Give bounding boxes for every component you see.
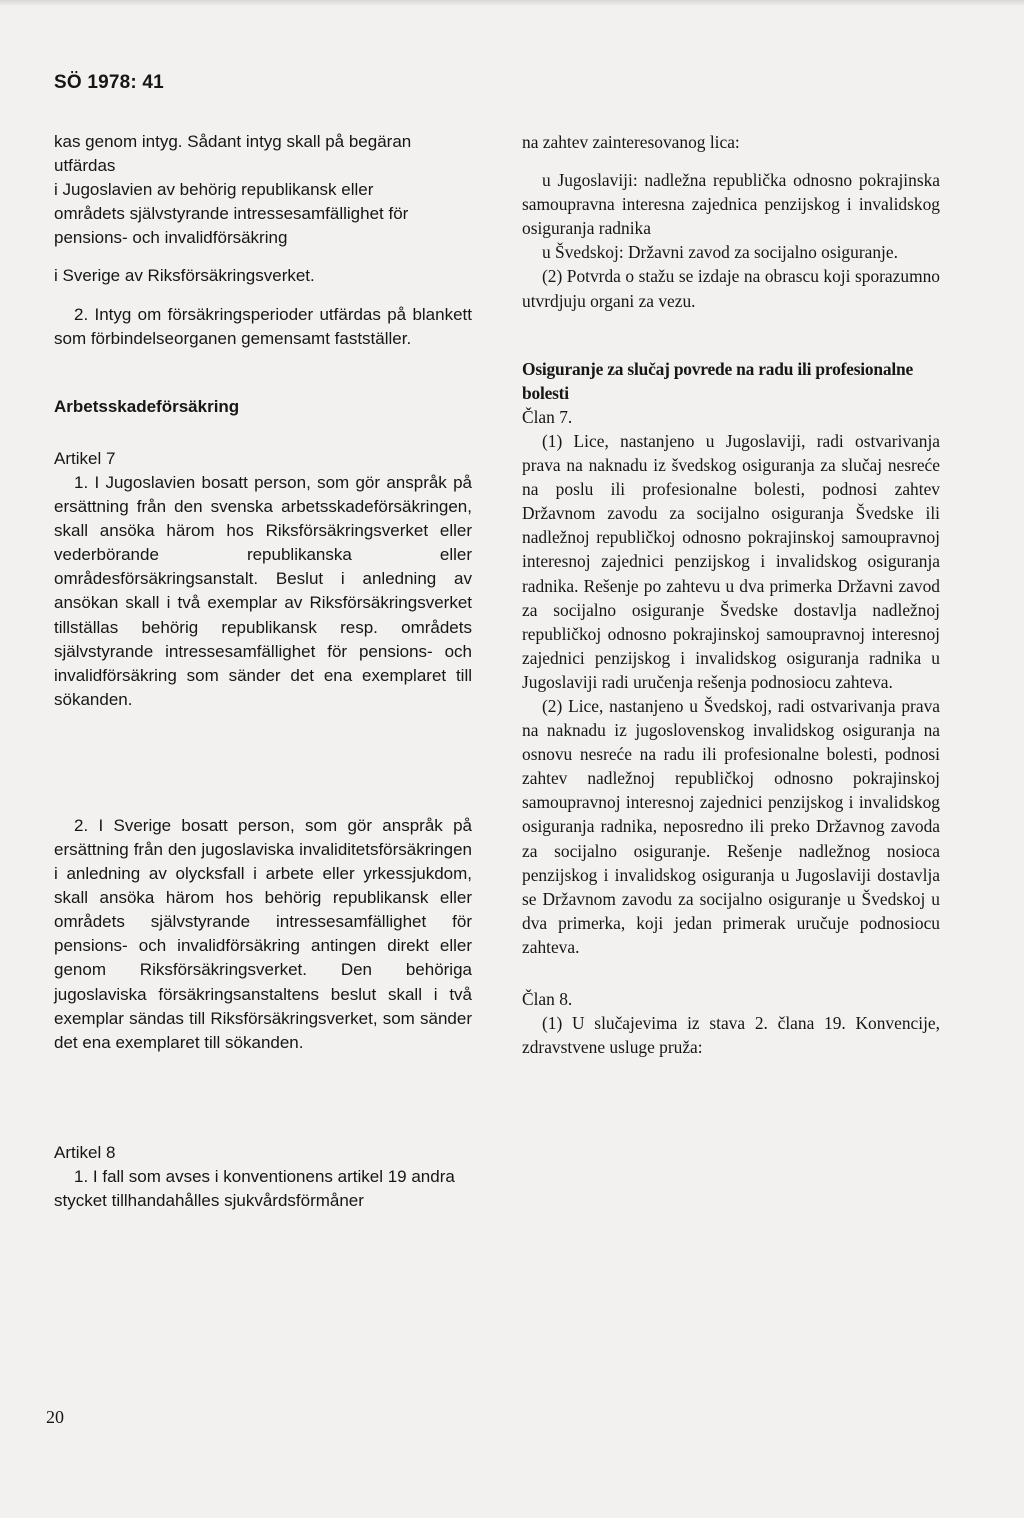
paragraph: (2) Lice, nastanjeno u Švedskoj, radi ostvarivanja prava na naknadu iz jugoslovenskog invalidskog osiguranja na osnovu nesreće na radu ili profesionalne bolesti, podnosi zahtev nadležnoj republičkoj odnosno pokrajinskoj samoupravnoj interesnoj zajednici penzijskog i invalidskog osiguranja radnika, neposredno ili preko Državnog zavoda za socijalno osiguranje. Rešenje nadležnog nosioca penzijskog i invalidskog osiguranja u Jugoslaviji dostavlja se Državnom zavodu za socijalno osiguranje u Švedskoj u dva primerka, koji jedan primerak uručuje podnosiocu zahteva.: [522, 695, 940, 957]
document-reference-header: SÖ 1978: 41: [54, 72, 164, 93]
paragraph: na zahtev zainteresovanog lica:: [522, 132, 740, 152]
section-heading: Arbetsskadeförsäkring: [54, 396, 240, 416]
paragraph: i Jugoslavien av behörig republikansk eller områdets självstyrande intressesamfällighet för pensions- och invalidförsäkring: [54, 180, 409, 248]
yugoslav-text-column: [522, 130, 940, 1059]
paragraph: u Jugoslaviji: nadležna republička odnosno pokrajinska samoupravna interesna zajednica penzijskog i invalidskog osiguranja radnika: [522, 170, 940, 239]
paragraph: 2. Intyg om försäkringsperioder utfärdas på blankett som förbindelseorganen gemensamt fastställer.: [54, 304, 472, 348]
article-heading: Član 8.: [522, 989, 573, 1009]
paragraph: (1) U slučajevima iz stava 2. člana 19. Konvencije, zdravstvene usluge pruža:: [522, 1013, 940, 1058]
paragraph: (2) Potvrda o stažu se izdaje na obrascu koji sporazumno utvrdjuju organi za vezu.: [522, 266, 940, 311]
article-heading: Član 7.: [522, 406, 573, 427]
article-heading: Artikel 8: [54, 1142, 116, 1162]
scan-edge-shadow: [0, 0, 1024, 6]
swedish-text-column: [54, 130, 472, 1213]
paragraph: u Švedskoj: Državni zavod za socijalno osiguranje.: [542, 242, 898, 263]
paragraph: i Sverige av Riksförsäkringsverket.: [54, 266, 315, 286]
paragraph: 1. I Jugoslavien bosatt person, som gör anspråk på ersättning från den svenska arbetsskadeförsäkringen, skall ansöka härom hos Riksförsäkringsverket eller vederbörande republikanska eller områdesförsäkringsanstalt. Beslut i anledning av ansökan skall i två exemplar av Riksförsäkringsverket tillställas behörig republikansk resp. områdets självstyrande intressesamfällighet för pensions- och invalidförsäkring som sänder det ena exemplaret till sökanden.: [54, 472, 472, 709]
paragraph: kas genom intyg. Sådant intyg skall på begäran utfärdas: [54, 132, 412, 176]
paragraph: 1. I fall som avses i konventionens artikel 19 andra stycket tillhandahålles sjukvårdsförmåner: [54, 1166, 455, 1210]
paragraph: (1) Lice, nastanjeno u Jugoslaviji, radi ostvarivanja prava na naknadu iz švedskog osiguranja za slučaj nesreće na poslu ili profesionalne bolesti, podnosi zahtev Državnom zavodu za socijalno osiguranja Švedske ili nadležnoj republičkoj odnosno pokrajinskoj samoupravnoj interesnoj zajednici penzijskog i invalidskog osiguranja radnika. Rešenje po zahtevu u dva primerka Državni zavod za socijalno osiguranje Švedske dostavlja nadležnoj republičkoj odnosno pokrajinskoj samoupravnoj interesnoj zajednici penzijskog i invalidskog osiguranja radnika u Jugoslaviji radi uručenja rešenja podnosiocu zahteva.: [522, 430, 940, 692]
section-heading: Osiguranje za slučaj povrede na radu ili profesionalne bolesti: [522, 358, 913, 403]
article-heading: Artikel 7: [54, 448, 116, 468]
paragraph: 2. I Sverige bosatt person, som gör anspråk på ersättning från den jugoslaviska invaliditetsförsäkringen i anledning av olycksfall i arbete eller yrkessjukdom, skall ansöka härom hos behörig republikansk eller områdets självstyrande intressesamfällighet för pensions- och invalidförsäkring antingen direkt eller genom Riksförsäkringsverket. Den behöriga jugoslaviska försäkringsanstaltens beslut skall i två exemplar sändas till Riksförsäkringsverket, som sänder det ena exemplaret till sökanden.: [54, 815, 472, 1052]
page-number: 20: [46, 1407, 64, 1427]
